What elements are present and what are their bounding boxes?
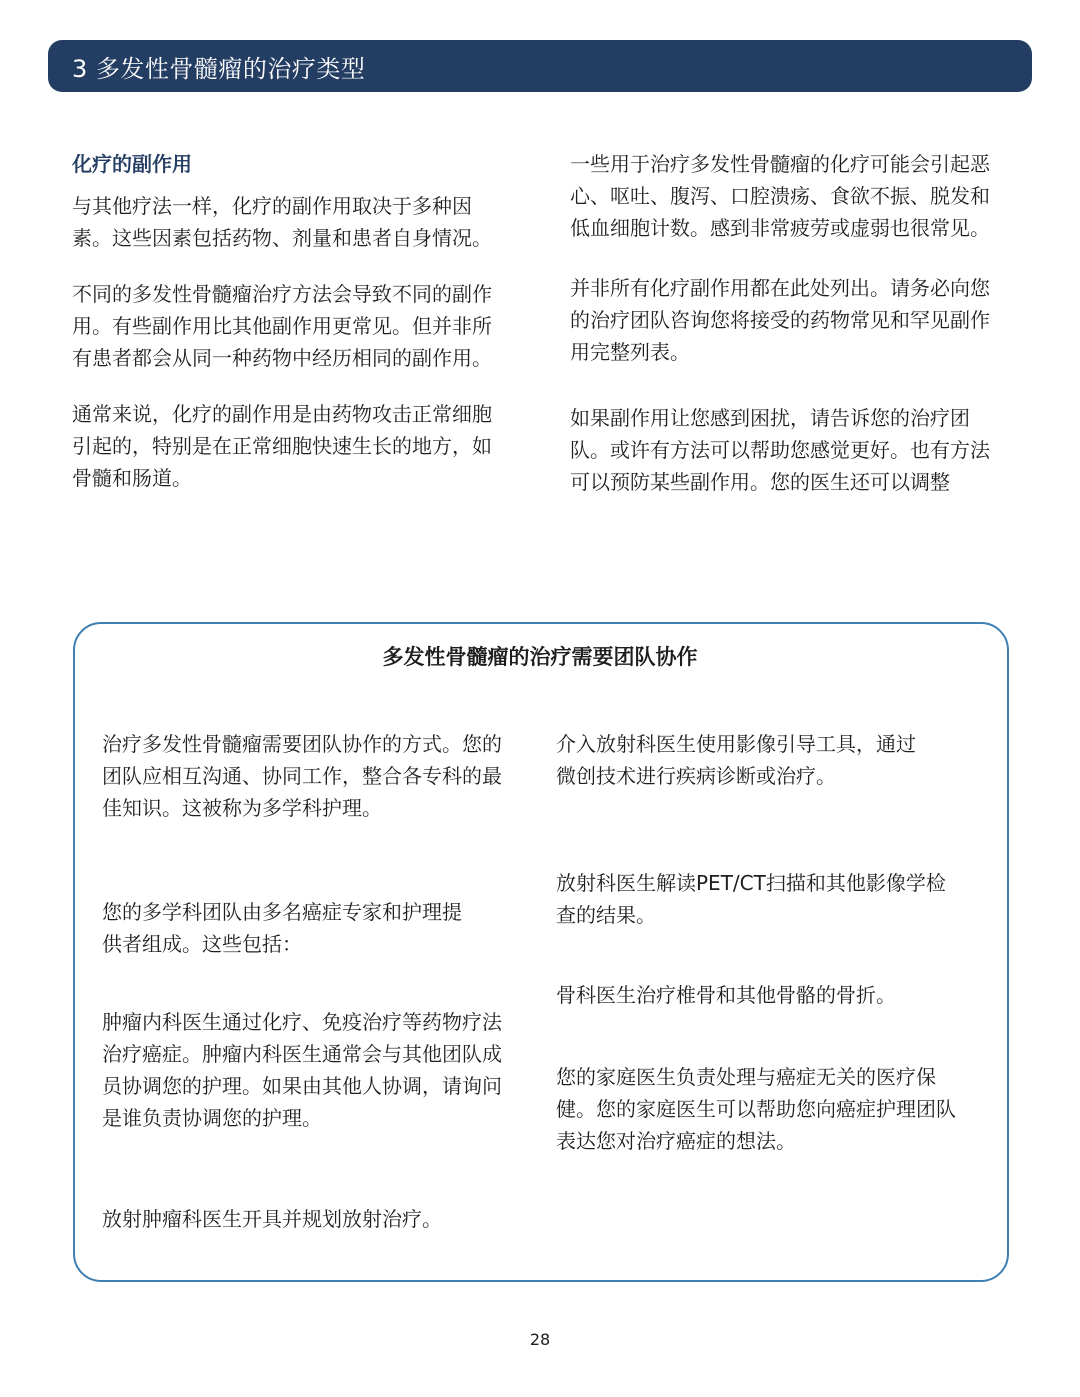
section-header-bar — [48, 40, 1032, 92]
box-paragraph: 放射肿瘤科医生开具并规划放射治疗。 — [102, 1207, 442, 1231]
right-column — [570, 148, 1002, 498]
box-paragraph: 骨科医生治疗椎骨和其他骨骼的骨折。 — [556, 983, 896, 1007]
box-title: 多发性骨髓瘤的治疗需要团队协作 — [382, 645, 698, 669]
paragraph: 通常来说，化疗的副作用是由药物攻击正常细胞引起的，特别是在正常细胞快速生长的地方，如骨髓和肠道。 — [72, 402, 492, 490]
section-title: 3 多发性骨髓瘤的治疗类型 — [72, 54, 366, 83]
box-paragraph: 放射科医生解读PET/CT扫描和其他影像学检查的结果。 — [556, 871, 946, 927]
box-paragraph: 您的家庭医生负责处理与癌症无关的医疗保健。您的家庭医生可以帮助您向癌症护理团队表达您对治疗癌症的想法。 — [556, 1065, 956, 1153]
left-column — [72, 148, 504, 494]
box-paragraph: 您的多学科团队由多名癌症专家和护理提供者组成。这些包括： — [102, 900, 462, 956]
paragraph: 并非所有化疗副作用都在此处列出。请务必向您的治疗团队咨询您将接受的药物常见和罕见副作用完整列表。 — [570, 276, 990, 364]
box-paragraph: 介入放射科医生使用影像引导工具，通过微创技术进行疾病诊断或治疗。 — [556, 732, 916, 788]
paragraph: 一些用于治疗多发性骨髓瘤的化疗可能会引起恶心、呕吐、腹泻、口腔溃疡、食欲不振、脱发和低血细胞计数。感到非常疲劳或虚弱也很常见。 — [570, 152, 990, 240]
paragraph: 不同的多发性骨髓瘤治疗方法会导致不同的副作用。有些副作用比其他副作用更常见。但并非所有患者都会从同一种药物中经历相同的副作用。 — [72, 282, 492, 370]
paragraph: 如果副作用让您感到困扰，请告诉您的治疗团队。或许有方法可以帮助您感觉更好。也有方法可以预防某些副作用。您的医生还可以调整 — [570, 406, 990, 494]
box-paragraph: 治疗多发性骨髓瘤需要团队协作的方式。您的团队应相互沟通、协同工作，整合各专科的最佳知识。这被称为多学科护理。 — [102, 732, 502, 820]
box-paragraph: 肿瘤内科医生通过化疗、免疫治疗等药物疗法治疗癌症。肿瘤内科医生通常会与其他团队成员协调您的护理。如果由其他人协调，请询问是谁负责协调您的护理。 — [102, 1010, 502, 1130]
page-number: 28 — [529, 1330, 551, 1349]
subheading: 化疗的副作用 — [72, 152, 192, 176]
paragraph: 与其他疗法一样，化疗的副作用取决于多种因素。这些因素包括药物、剂量和患者自身情况。 — [72, 194, 492, 250]
